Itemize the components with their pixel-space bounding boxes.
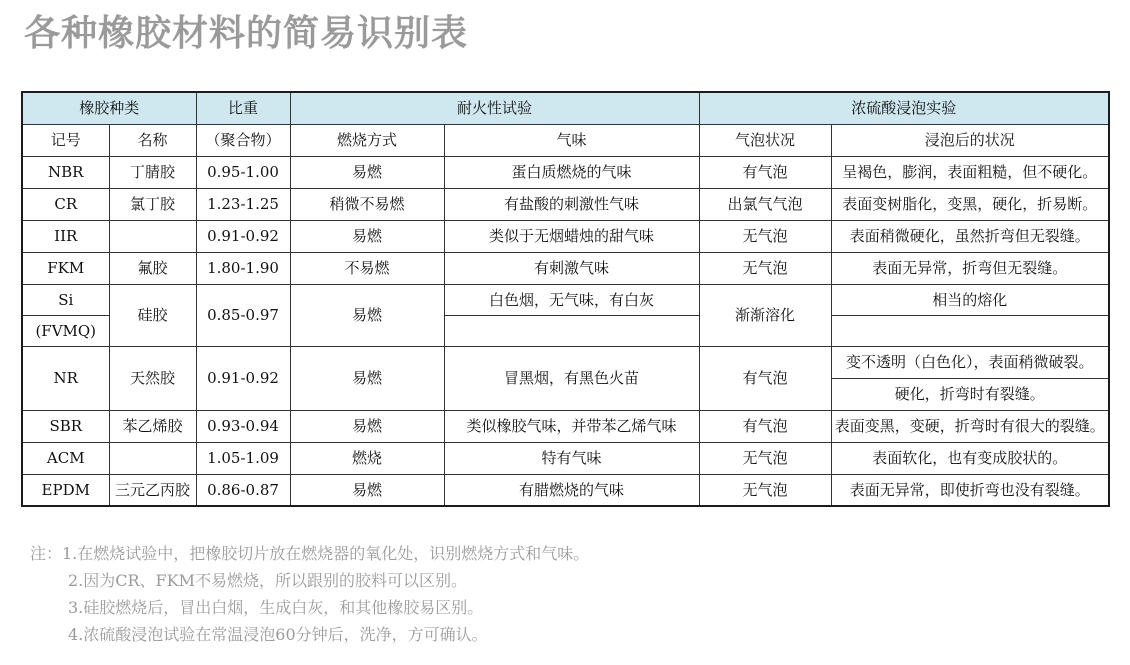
- cell-name: 氟胶: [109, 252, 196, 284]
- table-row: [22, 252, 1109, 284]
- cell-bubble: 有气泡: [699, 346, 831, 410]
- cell-smell: 类似于无烟蜡烛的甜气味: [444, 220, 699, 252]
- header-specific-gravity: 比重: [196, 92, 290, 124]
- cell-bubble: 出氯气气泡: [699, 188, 831, 220]
- header-after-soak: 浸泡后的状况: [831, 124, 1109, 156]
- cell-code: CR: [22, 188, 109, 220]
- cell-code: FKM: [22, 252, 109, 284]
- cell-after: 表面软化，也有变成胶状的。: [831, 442, 1109, 474]
- header-polymer: （聚合物）: [196, 124, 290, 156]
- note-line: 4.浓硫酸浸泡试验在常温浸泡60分钟后，洗净，方可确认。: [68, 625, 488, 644]
- cell-burn: 易燃: [290, 284, 444, 346]
- table-subheader-row: [22, 124, 1109, 156]
- rubber-identification-table: [21, 91, 1110, 507]
- cell-code: IIR: [22, 220, 109, 252]
- cell-smell: 特有气味: [444, 442, 699, 474]
- cell-bubble: 无气泡: [699, 474, 831, 506]
- cell-after: [831, 315, 1109, 346]
- cell-bubble: 渐渐溶化: [699, 284, 831, 346]
- cell-code: Si: [22, 284, 109, 315]
- cell-gravity: 1.80-1.90: [196, 252, 290, 284]
- cell-bubble: 有气泡: [699, 156, 831, 188]
- table-row: [22, 410, 1109, 442]
- header-rubber-type: 橡胶种类: [22, 92, 196, 124]
- cell-gravity: 0.95-1.00: [196, 156, 290, 188]
- cell-code: EPDM: [22, 474, 109, 506]
- cell-name: 氯丁胶: [109, 188, 196, 220]
- cell-burn: 不易燃: [290, 252, 444, 284]
- table-row: [22, 474, 1109, 506]
- note-line: 注：1.在燃烧试验中，把橡胶切片放在燃烧器的氧化处，识别燃烧方式和气味。: [30, 544, 590, 563]
- table-row: [22, 442, 1109, 474]
- cell-smell: 有盐酸的刺激性气味: [444, 188, 699, 220]
- table-row: [22, 284, 1109, 315]
- cell-after: 硬化，折弯时有裂缝。: [831, 378, 1109, 410]
- cell-burn: 易燃: [290, 410, 444, 442]
- note-line: 2.因为CR、FKM不易燃烧，所以跟别的胶料可以区别。: [68, 571, 467, 590]
- notes-section: [30, 540, 589, 648]
- table-row: [22, 156, 1109, 188]
- cell-burn: 燃烧: [290, 442, 444, 474]
- cell-gravity: 0.85-0.97: [196, 284, 290, 346]
- cell-gravity: 0.86-0.87: [196, 474, 290, 506]
- cell-smell: 有刺激气味: [444, 252, 699, 284]
- cell-smell: 白色烟，无气味，有白灰: [444, 284, 699, 315]
- note-line: 3.硅胶燃烧后，冒出白烟，生成白灰，和其他橡胶易区别。: [68, 598, 484, 617]
- table-row: [22, 188, 1109, 220]
- cell-bubble: 无气泡: [699, 442, 831, 474]
- cell-burn: 易燃: [290, 346, 444, 410]
- cell-smell: 冒黑烟，有黑色火苗: [444, 346, 699, 410]
- cell-name: 丁腈胶: [109, 156, 196, 188]
- cell-after: 变不透明（白色化），表面稍微破裂。: [831, 346, 1109, 378]
- cell-after: 相当的熔化: [831, 284, 1109, 315]
- cell-smell: 有腊燃烧的气味: [444, 474, 699, 506]
- cell-code: ACM: [22, 442, 109, 474]
- header-name: 名称: [109, 124, 196, 156]
- header-fire-test: 耐火性试验: [290, 92, 699, 124]
- cell-name: [109, 442, 196, 474]
- header-acid-test: 浓硫酸浸泡实验: [699, 92, 1109, 124]
- cell-bubble: 无气泡: [699, 220, 831, 252]
- cell-after: 表面变黑，变硬，折弯时有很大的裂缝。: [831, 410, 1109, 442]
- cell-gravity: 1.23-1.25: [196, 188, 290, 220]
- cell-after: 表面稍微硬化，虽然折弯但无裂缝。: [831, 220, 1109, 252]
- cell-code: NBR: [22, 156, 109, 188]
- cell-after: 呈褐色，膨润，表面粗糙，但不硬化。: [831, 156, 1109, 188]
- cell-smell: 类似橡胶气味，并带苯乙烯气味: [444, 410, 699, 442]
- cell-bubble: 有气泡: [699, 410, 831, 442]
- header-code: 记号: [22, 124, 109, 156]
- page-title: 各种橡胶材料的简易识别表: [24, 13, 469, 54]
- cell-smell: 蛋白质燃烧的气味: [444, 156, 699, 188]
- cell-gravity: 0.91-0.92: [196, 220, 290, 252]
- cell-after: 表面无异常，即使折弯也没有裂缝。: [831, 474, 1109, 506]
- cell-after: 表面无异常，折弯但无裂缝。: [831, 252, 1109, 284]
- cell-burn: 易燃: [290, 474, 444, 506]
- table-row: [22, 346, 1109, 378]
- cell-smell: [444, 315, 699, 346]
- cell-name: 苯乙烯胶: [109, 410, 196, 442]
- cell-name: 天然胶: [109, 346, 196, 410]
- cell-gravity: 0.91-0.92: [196, 346, 290, 410]
- cell-bubble: 无气泡: [699, 252, 831, 284]
- cell-burn: 易燃: [290, 220, 444, 252]
- table-row: [22, 220, 1109, 252]
- cell-burn: 易燃: [290, 156, 444, 188]
- cell-name: 三元乙丙胶: [109, 474, 196, 506]
- header-bubble: 气泡状况: [699, 124, 831, 156]
- cell-name: 硅胶: [109, 284, 196, 346]
- table-header-row: [22, 92, 1109, 124]
- cell-name: [109, 220, 196, 252]
- cell-gravity: 1.05-1.09: [196, 442, 290, 474]
- cell-after: 表面变树脂化，变黑，硬化，折易断。: [831, 188, 1109, 220]
- cell-burn: 稍微不易燃: [290, 188, 444, 220]
- cell-code: (FVMQ): [22, 315, 109, 346]
- header-burn-mode: 燃烧方式: [290, 124, 444, 156]
- header-smell: 气味: [444, 124, 699, 156]
- cell-gravity: 0.93-0.94: [196, 410, 290, 442]
- cell-code: NR: [22, 346, 109, 410]
- cell-code: SBR: [22, 410, 109, 442]
